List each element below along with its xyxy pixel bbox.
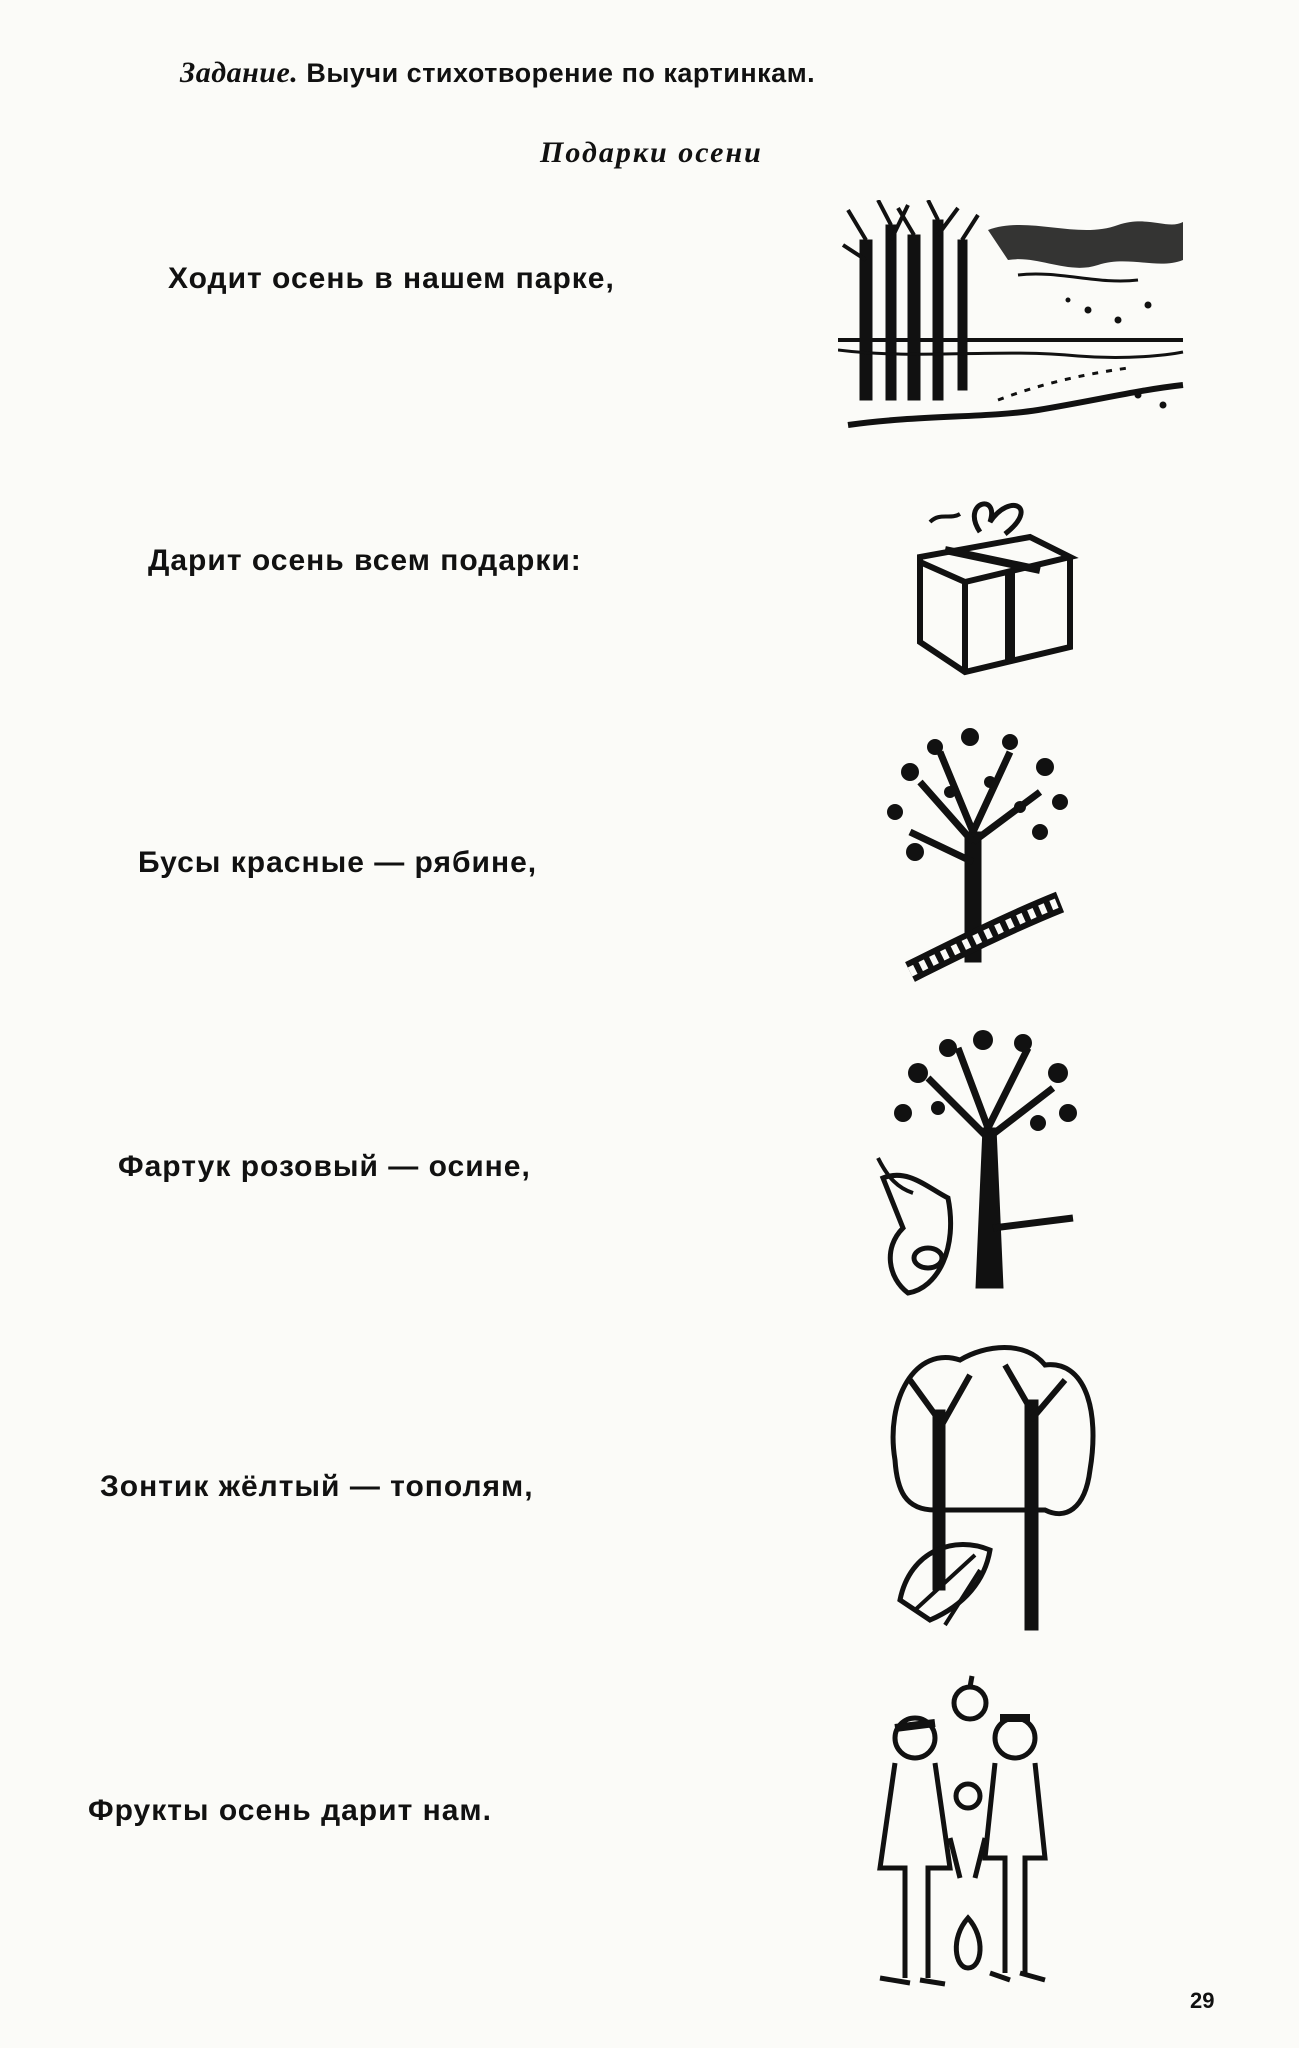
autumn-park-illustration [838,200,1188,440]
poem-line-6: Фрукты осень дарит нам. [88,1794,492,1827]
poem-title: Подарки осени [540,136,763,169]
task-lead: Задание. [180,56,299,89]
poem-line-1: Ходит осень в нашем парке, [168,262,615,295]
gift-box-illustration [890,462,1090,682]
children-fruits-illustration [860,1668,1080,1988]
aspen-tree-apron-illustration [868,1028,1098,1318]
task-instruction [180,56,815,90]
rowan-tree-beads-illustration [870,722,1090,992]
page-number: 29 [1190,1988,1215,2013]
task-text: Выучи стихотворение по картинкам. [306,58,816,88]
poem-line-4: Фартук розовый — осине, [118,1150,531,1183]
poem-line-2: Дарит осень всем подарки: [148,544,582,577]
poem-line-5: Зонтик жёлтый — тополям, [100,1470,534,1503]
poplars-umbrella-illustration [875,1340,1105,1640]
poem-line-3: Бусы красные — рябине, [138,846,538,879]
